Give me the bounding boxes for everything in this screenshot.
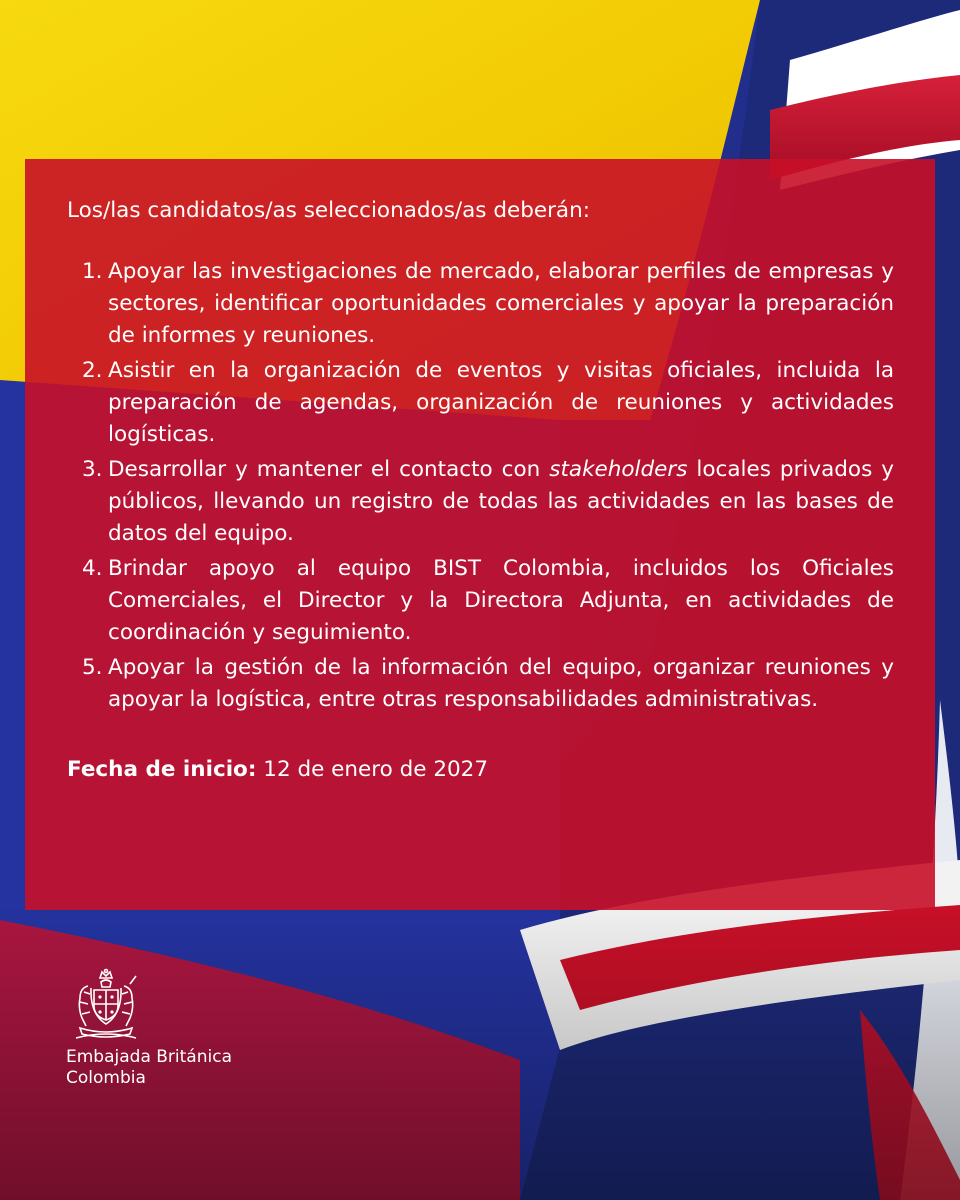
responsibilities-list <box>67 256 894 716</box>
list-item <box>67 553 894 649</box>
list-item-text: Asistir en la organización de eventos y visitas oficiales, incluida la preparación de agendas, organización de reuniones y actividades logísticas. <box>108 358 894 447</box>
start-date-value: 12 de enero de 2027 <box>256 757 489 782</box>
list-item-text: Apoyar la gestión de la información del equipo, organizar reuniones y apoyar la logística, entre otras responsabilidades administrativas. <box>108 655 894 712</box>
organization-name <box>66 1047 232 1089</box>
list-item-number: 3. <box>82 457 103 482</box>
organization-name-line2: Colombia <box>66 1068 146 1088</box>
list-item <box>67 355 894 451</box>
intro-text: Los/las candidatos/as seleccionados/as deberán: <box>67 198 590 223</box>
list-item-number: 4. <box>82 556 103 581</box>
start-date <box>67 754 894 785</box>
organization-name-line1: Embajada Británica <box>66 1047 232 1067</box>
list-item <box>67 256 894 352</box>
content-panel <box>25 159 935 910</box>
list-item-text: Apoyar las investigaciones de mercado, elaborar perfiles de empresas y sectores, identificar oportunidades comerciales y apoyar la preparación de informes y reuniones. <box>108 259 894 348</box>
list-item-text-end: locales privados y públicos, llevando un registro de todas las actividades en las bases de datos del equipo. <box>108 457 894 546</box>
list-item-number: 1. <box>82 259 103 284</box>
start-date-label: Fecha de inicio: <box>67 757 257 782</box>
list-item-text-start: Desarrollar y mantener el contacto con <box>108 457 550 482</box>
list-item-text: Brindar apoyo al equipo BIST Colombia, incluidos los Oficiales Comerciales, el Director y la Directora Adjunta, en actividades de coordinación y seguimiento. <box>108 556 894 645</box>
list-item-number: 5. <box>82 655 103 680</box>
royal-coat-of-arms-icon <box>66 968 146 1040</box>
list-item-number: 2. <box>82 358 103 383</box>
list-item <box>67 454 894 550</box>
list-item-text-italic: stakeholders <box>549 457 688 482</box>
list-item <box>67 652 894 716</box>
